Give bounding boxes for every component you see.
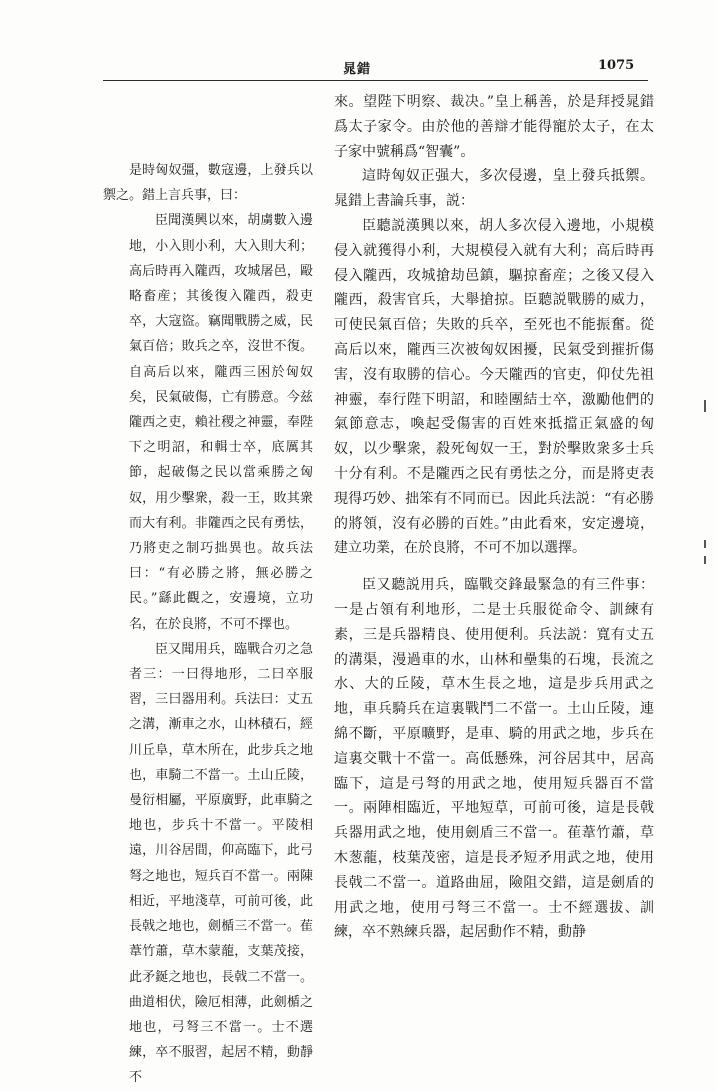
classical-text-column — [103, 158, 313, 1091]
translation-column — [334, 90, 654, 945]
header-rule — [103, 80, 648, 81]
translation-paragraph-3: 臣又聽説用兵，臨戰交鋒最緊急的有三件事：一是占領有利地形，二是士兵服從命令、訓練有素，三是兵器精良、使用便利。兵法説：寬有丈五的溝渠，漫過車的水，山林和壘集的石塊，長流之水、大的丘陵，草木生長之地，這是步兵用武之地，車兵騎兵在這裏戰鬥二不當一。土山丘陵，連綿不斷，平原曠野，是車、騎的用武之地，步兵在這裏交戰十不當一。高低懸殊，河谷居其中，居高臨下，這是弓弩的用武之地，使用短兵器百不當一。兩陣相臨近，平地短草，可前可後，這是長戟兵器用武之地，使用劍盾三不當一。萑葦竹蕭，草木葱蘢，枝葉茂密，這是長矛短矛用武之地，使用長戟二不當一。道路曲屈，險阻交錯，這是劍盾的用武之地，使用弓弩三不當一。士不經選拔、訓練，卒不熟練兵器，起居動作不精，動静 — [334, 577, 654, 941]
scan-artifact-mark — [704, 540, 706, 548]
translation-paragraph-2: 臣聽説漢興以來，胡人多次侵入邊地，小規模侵入就獲得小利，大規模侵入就有大利；高后時再侵入隴西，攻城搶劫邑鎮，驅掠畜産；之後又侵入隴西，殺害官兵，大舉搶掠。臣聽説戰勝的威力，可使民氣百倍；失敗的兵卒，至死也不能振奮。從高后以來，隴西三次被匈奴困擾，民氣受到摧折傷害，沒有取勝的信心。今天隴西的官吏，仰仗先祖神靈，奉行陛下明詔，和睦團結士卒，激勵他們的氣節意志，喚起受傷害的百姓來抵擋正氣盛的匈奴，以少擊衆，殺死匈奴一王，對於擊敗衆多士兵十分有利。不是隴西之民有勇怯之分，而是將吏表現得巧妙、拙笨有不同而已。因此兵法説：“有必勝的將領，沒有必勝的百姓。”由此看來，安定邊境，建立功業，在於良將，不可不加以選擇。 — [334, 217, 654, 557]
page-number: 1075 — [598, 58, 635, 73]
running-header-title: 晁錯 — [343, 62, 372, 77]
scan-artifact-mark — [704, 556, 706, 564]
classical-quote-paragraph-1: 臣聞漢興以來，胡虜數入邊地，小入則小利，大入則大利；高后時再入隴西，攻城屠邑，毆略畜産；其後復入隴西，殺吏卒，大寇盜。竊聞戰勝之威，民氣百倍；敗兵之卒，沒世不復。自高后以來，隴西三困於匈奴矣，民氣破傷，亡有勝意。今兹隴西之吏，賴社稷之神靈，奉陛下之明詔，和輯士卒，底厲其節，起破傷之民以當乘勝之匈奴，用少擊衆，殺一王，敗其衆而大有利。非隴西之民有勇怯，乃將吏之制巧拙異也。故兵法曰：“有必勝之將，無必勝之民。”繇此觀之，安邊境，立功名，在於良將，不可不擇也。 — [129, 213, 313, 632]
translation-continuation-paragraph: 來。望陛下明察、裁决。”皇上稱善，於是拜授晁錯爲太子家令。由於他的善辯才能得寵於太子，在太子家中號稱爲“智囊”。 — [334, 94, 654, 160]
scan-artifact-mark — [704, 400, 706, 412]
translation-paragraph-1: 這時匈奴正强大，多次侵邊，皇上發兵抵禦。晁錯上書論兵事，説： — [334, 168, 654, 210]
classical-quote-paragraph-2: 臣又聞用兵，臨戰合刃之急者三：一曰得地形，二曰卒服習，三曰器用利。兵法曰：丈五之溝，漸車之水，山林積石，經川丘阜，草木所在，此步兵之地也，車騎二不當一。土山丘陵，曼衍相屬，平原廣野，此車騎之地也，步兵十不當一。平陵相遠，川谷居間，仰高臨下，此弓弩之地也，短兵百不當一。兩陳相近，平地淺草，可前可後，此長戟之地也，劍楯三不當一。萑葦竹蕭，草木蒙蘢，支葉茂接，此矛鋋之地也，長戟二不當一。曲道相伏，險厄相薄，此劍楯之地也，弓弩三不當一。士不選練，卒不服習，起居不精，動靜不 — [129, 641, 313, 1086]
classical-intro-paragraph: 是時匈奴彊，數寇邊，上發兵以禦之。錯上言兵事，曰： — [103, 163, 313, 204]
